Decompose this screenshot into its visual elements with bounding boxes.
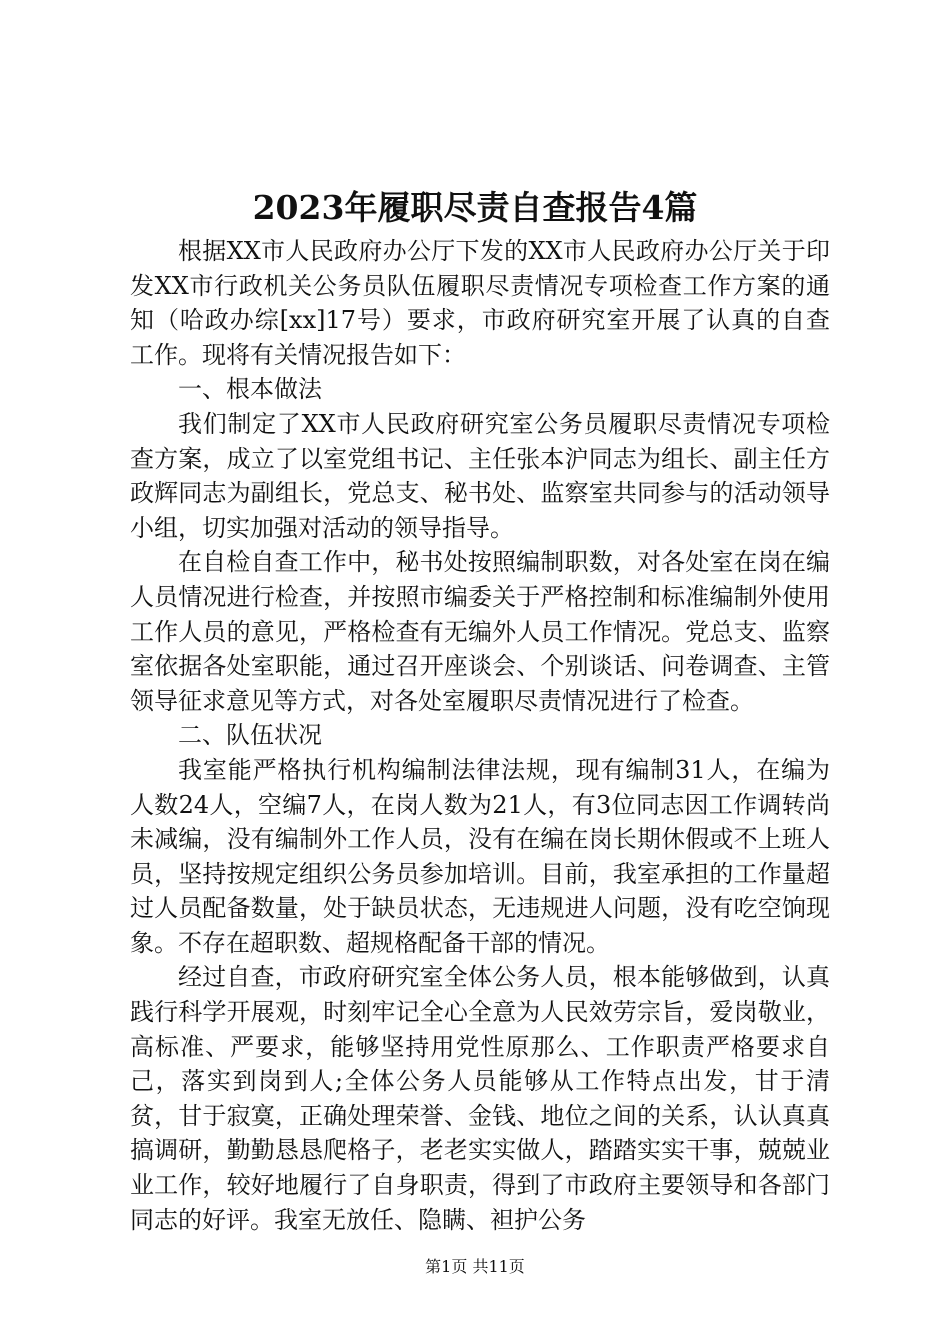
paragraph-self-check: 经过自查，市政府研究室全体公务人员，根本能够做到，认真践行科学开展观，时刻牢记全心全意为人民效劳宗旨，爱岗敬业，高标准、严要求，能够坚持用党性原那么、工作职责严格要求自己，落实到岗到人;全体公务人员能够从工作特点出发，甘于清贫，甘于寂寞，正确处理荣誉、金钱、地位之间的关系，认认真真搞调研，勤勤恳恳爬格子，老老实实做人，踏踏实实干事，兢兢业业工作，较好地履行了自身职责，得到了市政府主要领导和各部门同志的好评。我室无放任、隐瞒、袒护公务 — [130, 963, 830, 1234]
paragraph-approach-1: 我们制定了XX市人民政府研究室公务员履职尽责情况专项检查方案，成立了以室党组书记、主任张本沪同志为组长、副主任方政辉同志为副组长，党总支、秘书处、监察室共同参与的活动领导小组，切实加强对活动的领导指导。 — [130, 409, 830, 542]
page-footer: 第1页 共11页 — [425, 1257, 525, 1276]
section-heading-basic-approach: 一、根本做法 — [178, 375, 322, 404]
document-title: 2023年履职尽责自查报告4篇 — [252, 188, 698, 227]
section-heading-team-status: 二、队伍状况 — [178, 721, 322, 750]
paragraph-team-status: 我室能严格执行机构编制法律法规，现有编制31人，在编为人数24人，空编7人，在岗人数为21人，有3位同志因工作调转尚未减编，没有编制外工作人员，没有在编在岗长期休假或不上班人员，坚持按规定组织公务员参加培训。目前，我室承担的工作量超过人员配备数量，处于缺员状态，无违规进人问题，没有吃空饷现象。不存在超职数、超规格配备干部的情况。 — [130, 755, 830, 957]
paragraph-intro: 根据XX市人民政府办公厅下发的XX市人民政府办公厅关于印发XX市行政机关公务员队伍履职尽责情况专项检查工作方案的通知（哈政办综[xx]17号）要求，市政府研究室开展了认真的自查工作。现将有关情况报告如下： — [130, 237, 830, 369]
paragraph-approach-2: 在自检自查工作中，秘书处按照编制职数，对各处室在岗在编人员情况进行检查，并按照市编委关于严格控制和标准编制外使用工作人员的意见，严格检查有无编外人员工作情况。党总支、监察室依据各处室职能，通过召开座谈会、个别谈话、问卷调查、主管领导征求意见等方式，对各处室履职尽责情况进行了检查。 — [130, 548, 830, 715]
document-body — [130, 234, 830, 1237]
